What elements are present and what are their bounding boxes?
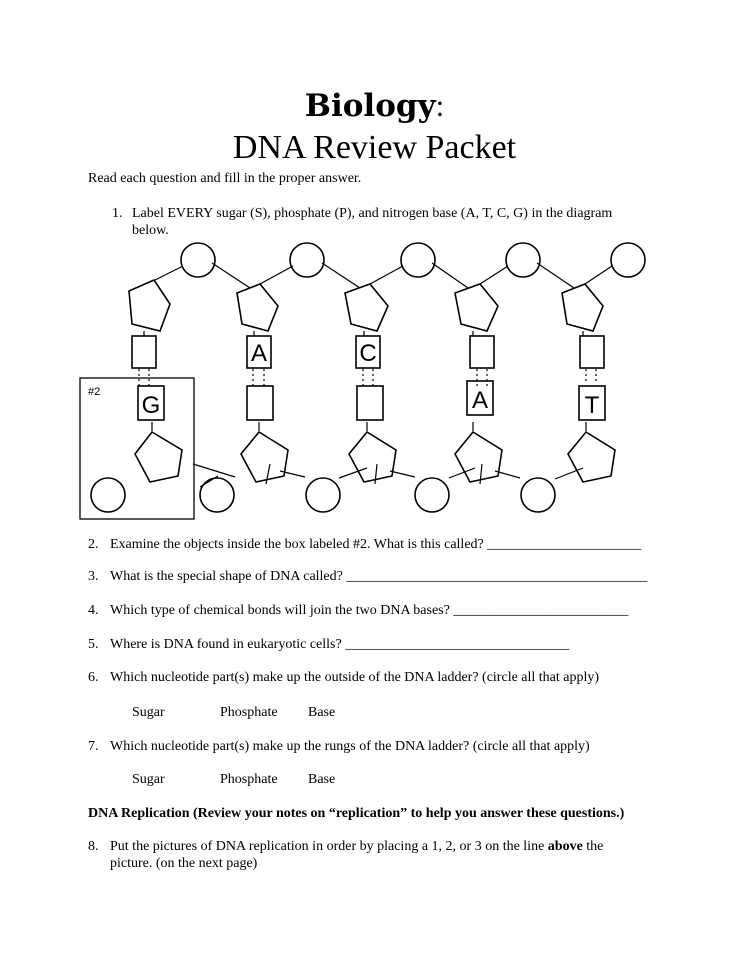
section-heading: DNA Replication (Review your notes on “replication” to help you answer these questions.) <box>88 806 625 821</box>
sugar-pentagon <box>349 432 396 482</box>
base-box <box>580 336 604 368</box>
base-box <box>357 386 383 420</box>
phosphate-circle <box>306 478 340 512</box>
base-letters <box>142 340 600 419</box>
q7-number: 7. <box>88 739 99 754</box>
bottom-base-letter: T <box>584 392 600 419</box>
title-bold: Biology <box>304 88 436 124</box>
title-colon: : <box>435 88 445 123</box>
backbone-bonds <box>141 263 612 487</box>
phosphate-circle <box>290 243 324 277</box>
hydrogen-bonds <box>139 369 596 386</box>
q3-text[interactable]: What is the special shape of DNA called? ___________________________________________ <box>110 569 648 584</box>
phosphate-circle <box>415 478 449 512</box>
top-phosphates <box>181 243 645 277</box>
q1-text-line2: below. <box>132 223 169 238</box>
q2-text[interactable]: Examine the objects inside the box labeled #2. What is this called? ______________________ <box>110 537 642 552</box>
q7-option-base[interactable]: Base <box>308 772 336 787</box>
q7-option-phosphate[interactable]: Phosphate <box>220 772 278 787</box>
q6-option-sugar[interactable]: Sugar <box>132 705 165 720</box>
page-subtitle: DNA Review Packet <box>232 129 517 166</box>
q7-option-sugar[interactable]: Sugar <box>132 772 165 787</box>
page-title <box>0 86 749 126</box>
q6-option-base[interactable]: Base <box>308 705 336 720</box>
phosphate-circle <box>181 243 215 277</box>
phosphate-circle <box>521 478 555 512</box>
q7-text: Which nucleotide part(s) make up the rungs of the DNA ladder? (circle all that apply) <box>110 739 590 754</box>
nucleotide-box <box>80 378 194 519</box>
instructions: Read each question and fill in the proper answer. <box>88 171 362 186</box>
phosphate-circle <box>91 478 125 512</box>
sugar-pentagon <box>241 432 288 482</box>
q5-number: 5. <box>88 637 99 652</box>
phosphate-circle <box>506 243 540 277</box>
phosphate-circle <box>401 243 435 277</box>
q6-number: 6. <box>88 670 99 685</box>
sugar-pentagon <box>129 280 170 331</box>
base-box <box>470 336 494 368</box>
sugar-pentagon <box>455 284 498 331</box>
q8-text <box>110 838 603 855</box>
q4-text[interactable]: Which type of chemical bonds will join the two DNA bases? _________________________ <box>110 603 629 618</box>
q5-text[interactable]: Where is DNA found in eukaryotic cells? ________________________________ <box>110 637 570 652</box>
sugar-pentagon <box>237 284 278 331</box>
top-base-letter: A <box>250 340 268 367</box>
q4-number: 4. <box>88 603 99 618</box>
bottom-phosphates <box>91 478 555 512</box>
box-label: #2 <box>88 386 101 398</box>
sugar-pentagon <box>455 432 502 482</box>
q8-number: 8. <box>88 839 99 854</box>
top-base-letter: C <box>359 340 377 367</box>
sugar-pentagon <box>345 284 388 331</box>
q8-text-line2: picture. (on the next page) <box>110 856 258 871</box>
q8-text-pre: Put the pictures of DNA replication in order by placing a 1, 2, or 3 on the line <box>110 839 548 854</box>
q8-text-post: the <box>582 839 604 854</box>
q1-text: Label EVERY sugar (S), phosphate (P), and nitrogen base (A, T, C, G) in the diagram <box>132 206 613 221</box>
phosphate-circle <box>200 478 234 512</box>
q6-option-phosphate[interactable]: Phosphate <box>220 705 278 720</box>
dna-diagram <box>75 236 665 526</box>
q1-number: 1. <box>112 206 123 221</box>
q8-text-bold: above <box>547 839 583 854</box>
q2-number: 2. <box>88 537 99 552</box>
bottom-bases <box>138 381 605 420</box>
bottom-base-letter: A <box>471 387 489 414</box>
sugar-pentagon <box>568 432 615 482</box>
top-sugars <box>129 280 603 331</box>
sugar-pentagon <box>562 284 603 331</box>
base-box <box>132 336 156 368</box>
q6-text: Which nucleotide part(s) make up the outside of the DNA ladder? (circle all that apply) <box>110 670 600 685</box>
bottom-base-letter: G <box>141 392 161 419</box>
q3-number: 3. <box>88 569 99 584</box>
base-box <box>247 386 273 420</box>
bottom-sugars <box>135 432 615 482</box>
sugar-pentagon <box>135 432 182 482</box>
phosphate-circle <box>611 243 645 277</box>
